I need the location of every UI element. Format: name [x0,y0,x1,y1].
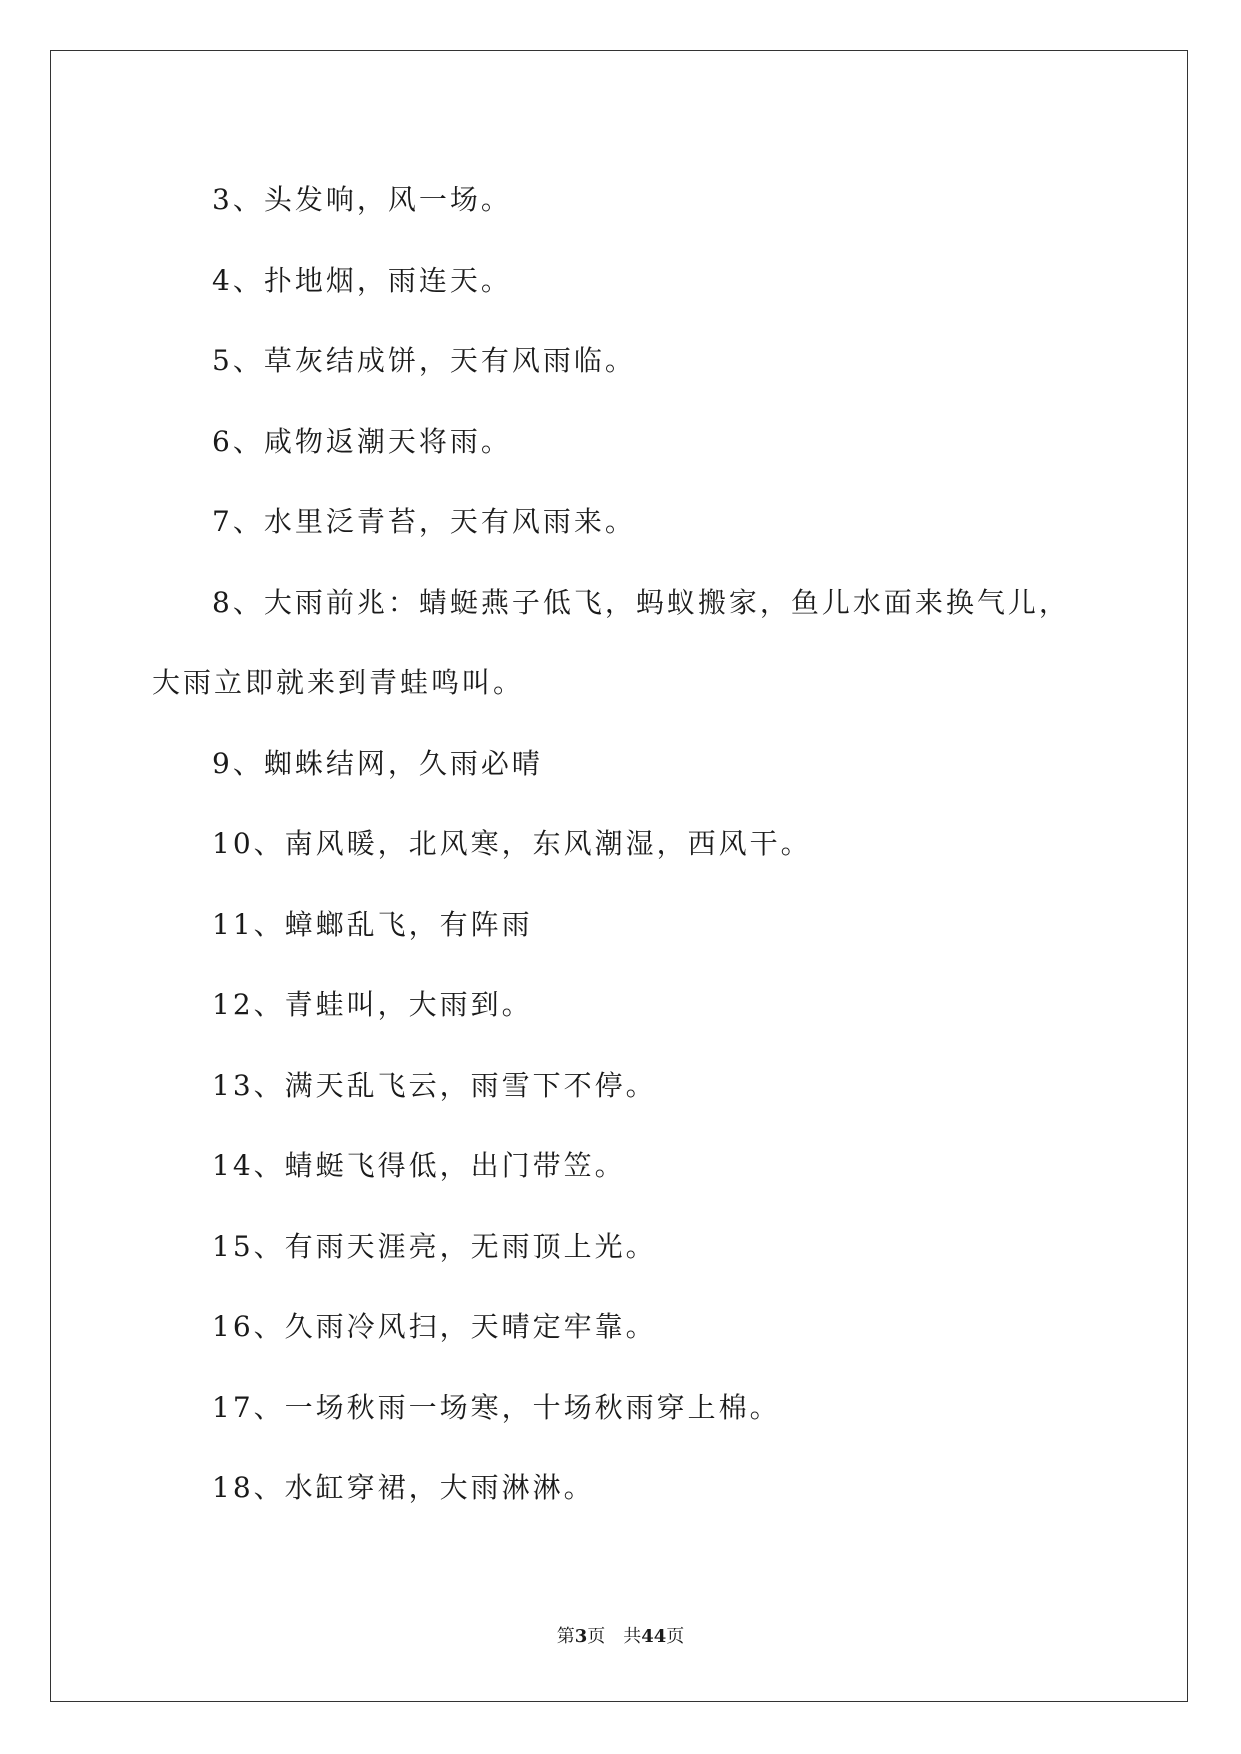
proverb-line: 3、头发响，风一场。 [212,183,512,216]
page-number: 3 [574,1626,588,1647]
proverb-line: 10、南风暖，北风寒，东风潮湿，西风干。 [212,827,812,860]
proverb-line: 9、蜘蛛结网，久雨必晴 [212,746,543,780]
page-suffix: 页 [587,1626,606,1647]
total-prefix: 共 [623,1626,642,1647]
proverb-line: 17、一场秋雨一场寒，十场秋雨穿上棉。 [212,1390,781,1424]
total-pages: 44 [641,1626,667,1647]
proverb-line: 18、水缸穿裙，大雨淋淋。 [212,1471,595,1504]
document-body [152,160,1092,1529]
proverb-line: 12、青蛙叫，大雨到。 [212,988,533,1021]
proverb-line: 15、有雨天涯亮，无雨顶上光。 [212,1229,657,1263]
proverb-line: 14、蜻蜓飞得低，出门带笠。 [212,1149,626,1182]
proverb-line: 13、满天乱飞云，雨雪下不停。 [212,1068,657,1102]
page-prefix: 第 [556,1626,575,1647]
proverb-line: 6、咸物返潮天将雨。 [212,424,512,458]
proverb-line: 11、蟑螂乱飞，有阵雨 [212,907,533,941]
proverb-line: 5、草灰结成饼，天有风雨临。 [212,344,636,377]
page-footer [0,1622,1241,1648]
total-suffix: 页 [666,1626,685,1647]
proverb-line: 16、久雨冷风扫，天晴定牢靠。 [212,1310,657,1343]
proverb-line: 7、水里泛青苔，天有风雨来。 [212,505,636,538]
proverb-line: 8、大雨前兆：蜻蜓燕子低飞，蚂蚁搬家，鱼儿水面来换气儿，大雨立即就来到青蛙鸣叫。 [152,585,1070,699]
proverb-line: 4、扑地烟，雨连天。 [212,263,512,297]
